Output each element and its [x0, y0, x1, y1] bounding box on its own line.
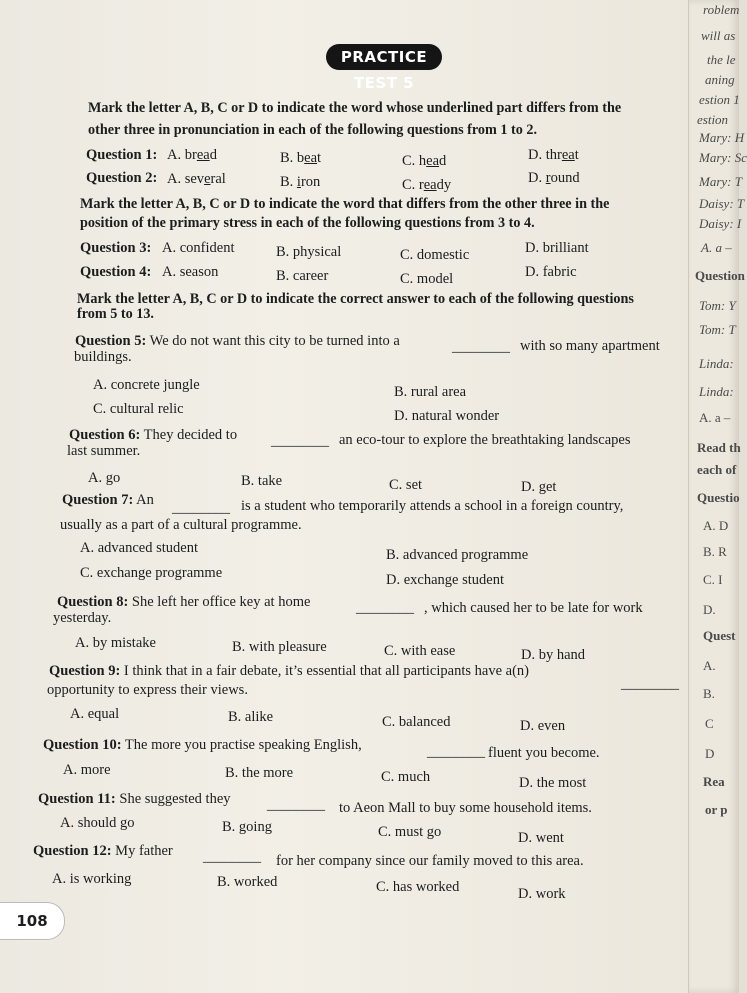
question-6-stem-end: an eco-tour to explore the breathtaking landscapes [339, 432, 631, 448]
question-7-label: Question 7: [62, 492, 134, 508]
question-7-blank[interactable]: ________ [172, 500, 230, 516]
question-8-option-c[interactable]: C. with ease [384, 643, 456, 659]
question-7-option-c[interactable]: C. exchange programme [80, 565, 223, 581]
question-7-option-d[interactable]: D. exchange student [386, 572, 504, 588]
question-11-option-b[interactable]: B. going [222, 819, 272, 835]
question-2-label: Question 2: [86, 170, 158, 186]
question-12-label: Question 12: [33, 843, 112, 859]
question-8-blank[interactable]: ________ [356, 600, 414, 616]
question-6-option-c[interactable]: C. set [389, 477, 423, 493]
question-1-option-c[interactable]: C. head [402, 153, 447, 169]
question-9-blank[interactable]: ________ [621, 676, 679, 692]
next-page-fragment: Linda: [699, 384, 734, 399]
question-9-stem-line-2: opportunity to express their views. [47, 682, 248, 698]
next-page-fragment: C. I [703, 572, 723, 587]
next-page-fragment: Questio [697, 490, 740, 505]
next-page-fragment: B. R [703, 544, 727, 559]
question-1-option-d[interactable]: D. threat [528, 147, 579, 163]
next-page-fragment: A. [703, 658, 716, 673]
question-4 [80, 264, 151, 281]
question-6-stem-line-2: last summer. [67, 443, 141, 459]
next-page-fragment: Question [695, 268, 745, 283]
question-5-option-c[interactable]: C. cultural relic [93, 401, 184, 417]
next-page-fragment: D [705, 746, 715, 761]
next-page-fragment: Quest [703, 628, 736, 643]
question-8-label: Question 8: [57, 594, 129, 610]
section-3-instruction-line-1: Mark the letter A, B, C or D to indicate the correct answer to each of the following questions [77, 291, 634, 307]
question-4-option-a[interactable]: A. season [162, 264, 219, 280]
question-5-blank[interactable]: ________ [452, 339, 510, 355]
page-title: PRACTICE TEST 5 [326, 44, 442, 70]
next-page-fragment: aning [705, 72, 735, 87]
question-4-option-c[interactable]: C. model [400, 271, 454, 287]
question-6-option-b[interactable]: B. take [241, 473, 283, 489]
question-11-option-d[interactable]: D. went [518, 830, 564, 846]
question-3-option-a[interactable]: A. confident [162, 240, 235, 256]
question-3 [80, 240, 151, 257]
question-10-option-c[interactable]: C. much [381, 769, 431, 785]
question-3-option-c[interactable]: C. domestic [400, 247, 470, 263]
question-6-option-a[interactable]: A. go [88, 470, 121, 486]
question-12-option-b[interactable]: B. worked [217, 874, 278, 890]
next-page-fragment: estion [697, 112, 729, 127]
question-12-option-a[interactable]: A. is working [52, 871, 132, 887]
question-8-stem-line-2: yesterday. [53, 610, 112, 626]
section-2-instruction-line-2: position of the primary stress in each of the following questions from 3 to 4. [80, 215, 535, 231]
next-page-fragment: Linda: [699, 356, 734, 371]
question-5-option-a[interactable]: A. concrete jungle [93, 377, 200, 393]
next-page-fragment: Mary: H [699, 130, 745, 145]
next-page-fragment: the le [707, 52, 736, 67]
question-11-label: Question 11: [38, 791, 116, 807]
question-12-blank[interactable]: ________ [203, 849, 261, 865]
next-page-fragment: Tom: T [699, 322, 736, 337]
question-8-option-d[interactable]: D. by hand [521, 647, 586, 663]
question-5-stem: Question 5: We do not want this city to be turned into a [75, 333, 400, 349]
section-1-instruction-line-1: Mark the letter A, B, C or D to indicate the word whose underlined part differs from the [88, 100, 622, 116]
question-8-option-b[interactable]: B. with pleasure [232, 639, 327, 655]
question-9-label: Question 9: [49, 663, 121, 679]
next-page-fragment: roblem [703, 2, 740, 17]
question-10-label: Question 10: [43, 737, 122, 753]
section-2-instruction-line-1: Mark the letter A, B, C or D to indicate the word that differs from the other three in the [80, 196, 610, 212]
next-page-fragment: A. a – [699, 410, 731, 425]
next-page-fragment: A. D [703, 518, 729, 533]
question-2 [86, 170, 157, 187]
next-page-fragment: Daisy: T [699, 196, 745, 211]
question-12-option-d[interactable]: D. work [518, 886, 566, 902]
question-3-option-d[interactable]: D. brilliant [525, 240, 589, 256]
question-8-option-a[interactable]: A. by mistake [75, 635, 156, 651]
next-page-fragment: C [705, 716, 714, 731]
question-3-label: Question 3: [80, 240, 152, 256]
question-9-option-b[interactable]: B. alike [228, 709, 274, 725]
next-page-fragment: estion 1 [699, 92, 740, 107]
question-2-option-b[interactable]: B. iron [280, 174, 321, 190]
question-1-option-b[interactable]: B. beat [280, 150, 322, 166]
question-5-option-b[interactable]: B. rural area [394, 384, 467, 400]
question-6-label: Question 6: [69, 427, 141, 443]
question-7-stem: Question 7: An [62, 492, 154, 508]
next-page-fragment: Tom: Y [699, 298, 736, 313]
question-10-blank[interactable]: ________ [427, 744, 485, 760]
question-1-label: Question 1: [86, 147, 158, 163]
section-3-instruction-line-2: from 5 to 13. [77, 306, 154, 322]
question-12-option-c[interactable]: C. has worked [376, 879, 460, 895]
question-11-stem-end: to Aeon Mall to buy some household items. [339, 800, 592, 816]
question-12-stem: Question 12: My father [33, 843, 173, 859]
page-number: 108 [0, 902, 65, 940]
question-8-stem: Question 8: She left her office key at home [57, 594, 311, 610]
question-9-option-a[interactable]: A. equal [70, 706, 120, 722]
next-page-fragment: each of [697, 462, 737, 477]
question-3-option-b[interactable]: B. physical [276, 244, 342, 260]
question-10-option-d[interactable]: D. the most [519, 775, 587, 791]
next-page-fragment: Read th [697, 440, 741, 455]
question-1-option-a[interactable]: A. bread [167, 147, 217, 163]
question-7-stem-end: is a student who temporarily attends a school in a foreign country, [241, 498, 624, 514]
question-11-option-c[interactable]: C. must go [378, 824, 442, 840]
question-12-stem-end: for her company since our family moved to this area. [276, 853, 584, 869]
question-2-option-c[interactable]: C. ready [402, 177, 452, 193]
question-6-blank[interactable]: ________ [271, 433, 329, 449]
question-9-option-d[interactable]: D. even [520, 718, 566, 734]
next-page-fragment: Mary: T [699, 174, 742, 189]
question-9-option-c[interactable]: C. balanced [382, 714, 451, 730]
question-11-blank[interactable]: ________ [267, 797, 325, 813]
question-7-stem-line-2: usually as a part of a cultural programme. [60, 517, 302, 533]
question-5-label: Question 5: [75, 333, 147, 349]
next-page-fragment: Mary: Sc [699, 150, 747, 165]
question-5-stem-end: with so many apartment [520, 338, 660, 354]
next-page-fragment: or p [705, 802, 728, 817]
question-2-option-d[interactable]: D. round [528, 170, 580, 186]
question-7-option-a[interactable]: A. advanced student [80, 540, 198, 556]
question-8-stem-end: , which caused her to be late for work [424, 600, 643, 616]
next-page-fragment: A. a – [701, 240, 732, 255]
question-6-stem: Question 6: They decided to [69, 427, 238, 443]
question-10-option-a[interactable]: A. more [63, 762, 111, 778]
question-5-option-d[interactable]: D. natural wonder [394, 408, 500, 424]
question-5-stem-line-2: buildings. [74, 349, 132, 365]
question-10-option-b[interactable]: B. the more [225, 765, 294, 781]
question-11-option-a[interactable]: A. should go [60, 815, 135, 831]
question-6-option-d[interactable]: D. get [521, 479, 557, 495]
question-10-stem-end: fluent you become. [488, 745, 600, 761]
section-1-instruction-line-2: other three in pronunciation in each of the following questions from 1 to 2. [88, 122, 538, 138]
question-1 [86, 147, 157, 164]
question-11-stem: Question 11: She suggested they [38, 791, 231, 807]
next-page-fragment: Rea [703, 774, 725, 789]
question-10-stem: Question 10: The more you practise speaking English, [43, 737, 362, 753]
question-4-label: Question 4: [80, 264, 152, 280]
question-9-stem: Question 9: I think that in a fair debate, it’s essential that all participants have a(n) [49, 663, 529, 679]
question-4-option-d[interactable]: D. fabric [525, 264, 577, 280]
adjacent-page-edge [688, 0, 747, 993]
question-7-option-b[interactable]: B. advanced programme [386, 547, 529, 563]
next-page-fragment: Daisy: I [699, 216, 742, 231]
question-2-option-a[interactable]: A. several [167, 171, 226, 187]
next-page-fragment: B. [703, 686, 715, 701]
next-page-fragment: D. [703, 602, 716, 617]
next-page-fragment: will as [701, 28, 736, 43]
question-4-option-b[interactable]: B. career [276, 268, 329, 284]
